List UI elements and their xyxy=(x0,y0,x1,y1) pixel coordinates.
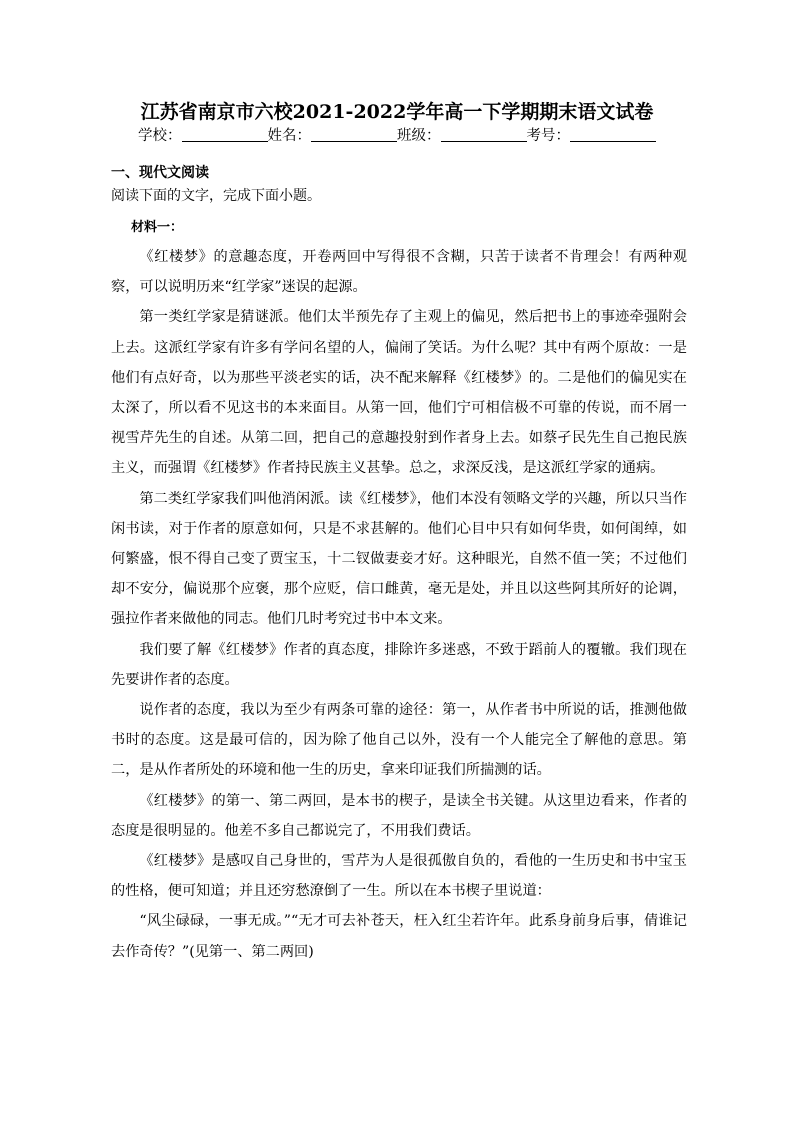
passage-paragraph: 说作者的态度，我以为至少有两条可靠的途径：第一，从作者书中所说的话，推测他做书时的态度。这是最可信的，因为除了他自己以外，没有一个人能完全了解他的意思。第二，是从作者所处的环境和他一生的历史，拿来印证我们所揣测的话。 xyxy=(111,702,687,779)
passage-paragraph: “风尘碌碌，一事无成。”“无才可去补苍天，枉入红尘若许年。此系身前身后事，倩谁记去作奇传？”(见第一、第二两回) xyxy=(111,913,687,960)
passage-paragraph: 《红楼梦》是感叹自己身世的，雪芹为人是很孤傲自负的，看他的一生历史和书中宝玉的性格，便可知道；并且还穷愁潦倒了一生。所以在本书楔子里说道： xyxy=(111,853,687,900)
exam-number-label: 考号： xyxy=(526,128,570,144)
passage-paragraph: 第一类红学家是猜谜派。他们太半预先存了主观上的偏见，然后把书上的事迹牵强附会上去。这派红学家有许多有学问名望的人，偏闹了笑话。为什么呢？其中有两个原故：一是他们有点好奇，以为那些平淡老实的话，决不配来解释《红楼梦》的。二是他们的偏见实在太深了，所以看不见这书的本来面目。从第一回，他们宁可相信极不可靠的传说，而不屑一视雪芹先生的自述。从第二回，把自己的意趣投射到作者身上去。如蔡孑民先生自己抱民族主义，而强谓《红楼梦》作者持民族主义甚挚。总之，求深反浅，是这派红学家的通病。 xyxy=(111,309,687,477)
reading-instruction: 阅读下面的文字，完成下面小题。 xyxy=(111,188,321,204)
material-label: 材料一： xyxy=(131,220,184,235)
passage-paragraph: 《红楼梦》的意趣态度，开卷两回中写得很不含糊，只苦于读者不肯理会！有两种观察，可以说明历来“红学家”迷误的起源。 xyxy=(111,249,687,296)
name-label: 姓名： xyxy=(267,128,311,144)
passage-body xyxy=(111,242,687,967)
name-blank[interactable] xyxy=(311,125,397,142)
student-info-line xyxy=(0,125,794,147)
school-label: 学校： xyxy=(138,128,182,144)
passage-paragraph: 第二类红学家我们叫他消闲派。读《红楼梦》，他们本没有领略文学的兴趣，所以只当作闲书读，对于作者的原意如何，只是不求甚解的。他们心目中只有如何华贵，如何闺绰，如何繁盛，恨不得自己变了贾宝玉，十二钗做妻妾才好。这种眼光，自然不值一笑；不过他们却不安分，偏说那个应褒，那个应贬，信口雌黄，毫无是处，并且以这些阿其所好的论调，强拉作者来做他的同志。他们几时考究过书中本文来。 xyxy=(111,490,687,628)
passage-paragraph: 我们要了解《红楼梦》作者的真态度，排除许多迷惑，不致于蹈前人的覆辙。我们现在先要讲作者的态度。 xyxy=(111,641,687,688)
class-label: 班级： xyxy=(397,128,441,144)
exam-number-blank[interactable] xyxy=(570,125,656,142)
section-heading: 一、现代文阅读 xyxy=(111,165,209,181)
passage-paragraph: 《红楼梦》的第一、第二两回，是本书的楔子，是读全书关键。从这里边看来，作者的态度是很明显的。他差不多自己都说完了，不用我们费话。 xyxy=(111,792,687,839)
class-blank[interactable] xyxy=(441,125,527,142)
school-blank[interactable] xyxy=(182,125,268,142)
exam-title: 江苏省南京市六校2021-2022学年高一下学期期末语文试卷 xyxy=(140,101,654,123)
